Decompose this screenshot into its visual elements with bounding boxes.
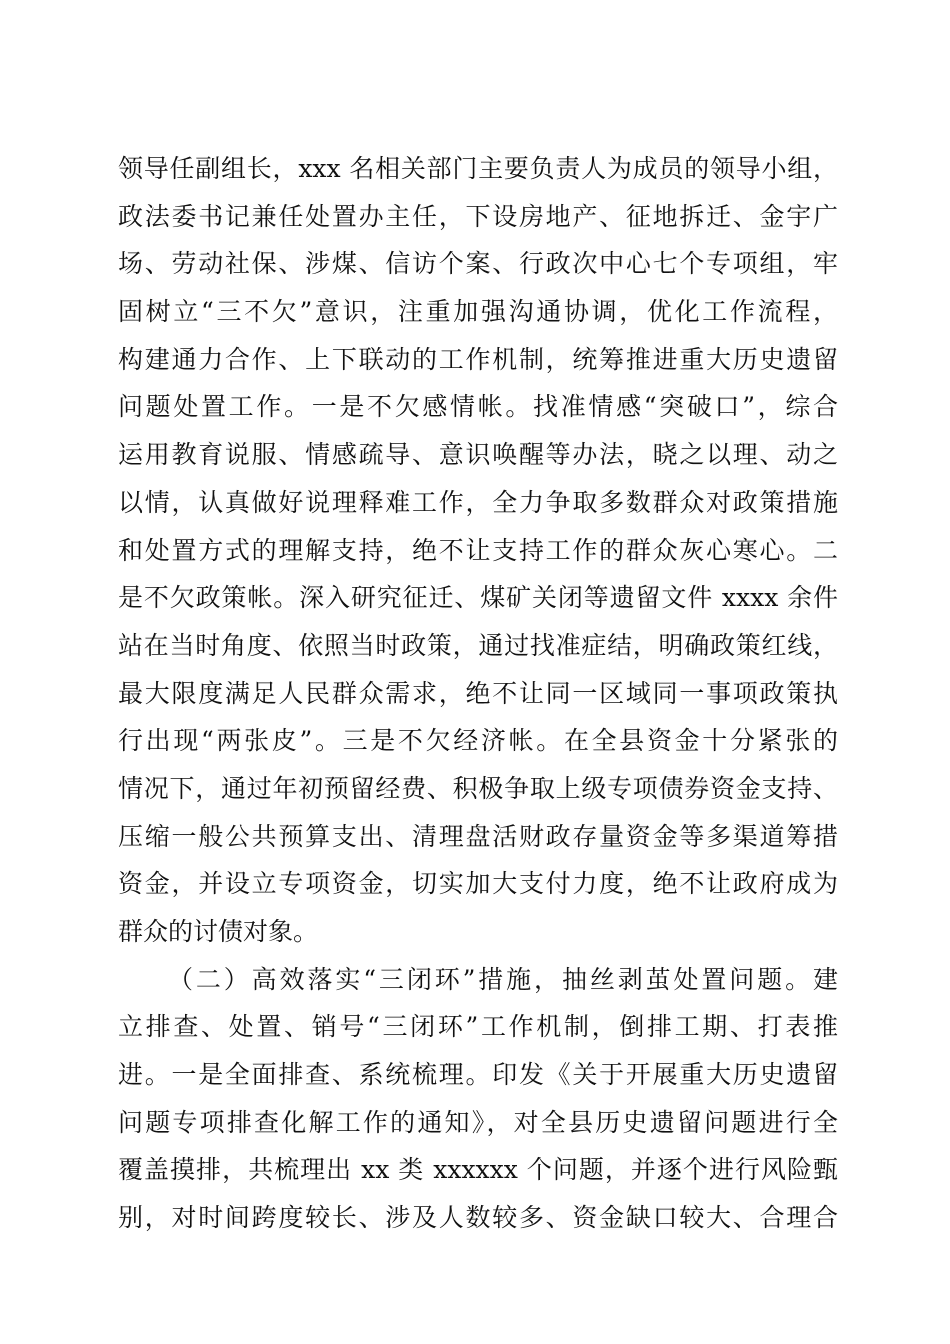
text-line: 构建通力合作、上下联动的工作机制，统筹推进重大历史遗留 [118, 344, 838, 374]
text-line: 和处置方式的理解支持，绝不让支持工作的群众灰心寒心。二 [118, 535, 838, 565]
text-line: 最大限度满足人民群众需求，绝不让同一区域同一事项政策执 [118, 678, 838, 708]
text-line: 站在当时角度、依照当时政策，通过找准症结，明确政策红线， [118, 630, 838, 660]
text-line: 固树立“三不欠”意识，注重加强沟通协调，优化工作流程， [118, 297, 838, 327]
text-line: 情况下，通过年初预留经费、积极争取上级专项债券资金支持、 [118, 773, 838, 803]
text-line: 问题专项排查化解工作的通知》，对全县历史遗留问题进行全 [118, 1107, 838, 1137]
text-line: 压缩一般公共预算支出、清理盘活财政存量资金等多渠道筹措 [118, 821, 838, 851]
text-line: 是不欠政策帐。深入研究征迁、煤矿关闭等遗留文件 xxxx 余件 [118, 583, 838, 613]
text-line: 政法委书记兼任处置办主任，下设房地产、征地拆迁、金宇广 [118, 201, 838, 231]
text-line: 资金，并设立专项资金，切实加大支付力度，绝不让政府成为 [118, 869, 838, 899]
text-line: 行出现“两张皮”。三是不欠经济帐。在全县资金十分紧张的 [118, 726, 838, 756]
text-line: 场、劳动社保、涉煤、信访个案、行政次中心七个专项组，牢 [118, 249, 838, 279]
text-line: 运用教育说服、情感疏导、意识唤醒等办法，晓之以理、动之 [118, 440, 838, 470]
text-line: 覆盖摸排，共梳理出 xx 类 xxxxxx 个问题，并逐个进行风险甄 [118, 1155, 838, 1185]
body-text [118, 145, 838, 1242]
text-line: 立排查、处置、销号“三闭环”工作机制，倒排工期、打表推 [118, 1012, 838, 1042]
text-line: 进。一是全面排查、系统梳理。印发《关于开展重大历史遗留 [118, 1060, 838, 1090]
text-line: 以情，认真做好说理释难工作，全力争取多数群众对政策措施 [118, 487, 838, 517]
text-line: 别，对时间跨度较长、涉及人数较多、资金缺口较大、合理合 [118, 1203, 838, 1233]
text-line: 领导任副组长，xxx 名相关部门主要负责人为成员的领导小组， [118, 154, 838, 183]
section-heading-line: （二）高效落实“三闭环”措施，抽丝剥茧处置问题。建 [168, 964, 838, 994]
text-line: 问题处置工作。一是不欠感情帐。找准情感“突破口”，综合 [118, 392, 838, 422]
paragraph-end-line: 群众的讨债对象。 [118, 917, 319, 946]
